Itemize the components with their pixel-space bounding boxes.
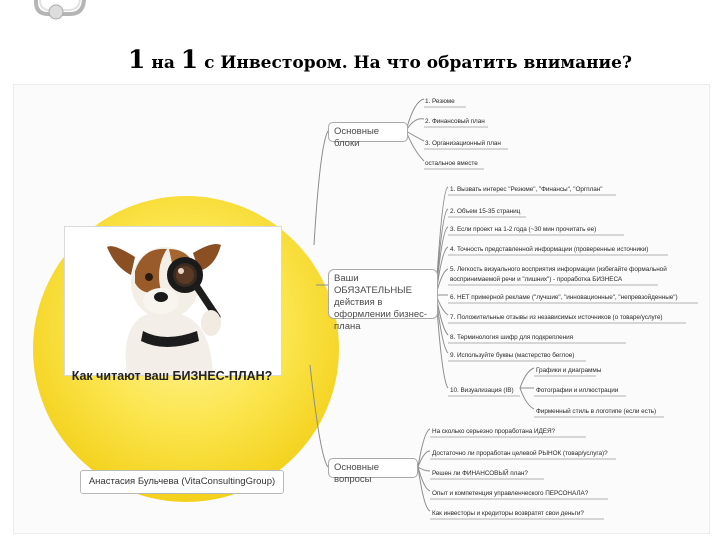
leaf-charts: Графики и диаграммы: [536, 367, 602, 374]
leaf-action-8: 8. Терминология шифр для подкрепления: [450, 334, 574, 341]
leaf-organizational-plan: 3. Организационный план: [425, 140, 501, 147]
leaf-question-finance: Решен ли ФИНАНСОВЫЙ план?: [432, 470, 528, 477]
leaf-action-2: 2. Объем 15-35 страниц: [450, 208, 521, 215]
leaf-action-5: 5. Легкость визуального восприятия информации (избегайте формальной: [450, 266, 667, 273]
title-connector: на: [145, 53, 181, 73]
branch-main-questions: Основные вопросы: [328, 458, 418, 478]
leaf-everything-else: остальное вместе: [425, 160, 478, 167]
circle-caption: Как читают ваш БИЗНЕС-ПЛАН?: [71, 369, 273, 383]
leaf-action-10: 10. Визуализация (IB): [450, 387, 514, 394]
leaf-financial-plan: 2. Финансовый план: [425, 118, 485, 125]
title-text: с Инвестором. На что обратить внимание?: [198, 53, 632, 73]
mindmap-frame: [13, 84, 710, 534]
leaf-action-6: 6. НЕТ примерной рекламе ("лучшие", "инновационные", "непревзойденные"): [450, 294, 678, 301]
leaf-photos: Фотографии и иллюстрации: [536, 387, 619, 394]
title-number-2: 1: [180, 45, 199, 74]
branch-mandatory-actions: Ваши ОБЯЗАТЕЛЬНЫЕ действия в оформлении бизнес-плана: [328, 269, 438, 319]
author-label: Анастасия Бульчева (VitaConsultingGroup): [80, 470, 284, 494]
leaf-question-personnel: Опыт и компетенция управленческого ПЕРСОНАЛА?: [432, 490, 589, 497]
leaf-action-1: 1. Вызвать интерес "Резюме", "Финансы", "Оргплан": [450, 186, 603, 193]
branch-main-blocks: Основные блоки: [328, 122, 408, 142]
title-number-1: 1: [128, 45, 146, 74]
leaf-question-market: Достаточно ли проработан целевой РЫНОК (товар/услуга)?: [432, 450, 608, 457]
leaf-action-7: 7. Положительные отзывы из независимых источников (о товаре/услуге): [450, 314, 663, 321]
leaf-action-5-cont: воспринимаемой речи и "лишних") - проработка БИЗНЕСА: [450, 276, 623, 283]
leaf-action-3: 3. Если проект на 1-2 года (~30 мин прочитать ее): [450, 226, 597, 233]
leaf-action-4: 4. Точность представленной информации (проверенные источники): [450, 246, 649, 253]
leaf-brand-style: Фирменный стиль в логотипе (если есть): [536, 408, 657, 415]
leaf-question-return: Как инвесторы и кредиторы возвратят свои деньги?: [432, 510, 584, 517]
leaf-summary: 1. Резюме: [425, 98, 455, 105]
leaf-question-idea: На сколько серьезно проработана ИДЕЯ?: [432, 428, 556, 435]
leaf-action-9: 9. Используйте буквы (мастерство беглое): [450, 352, 575, 359]
slide-title: [0, 45, 720, 74]
